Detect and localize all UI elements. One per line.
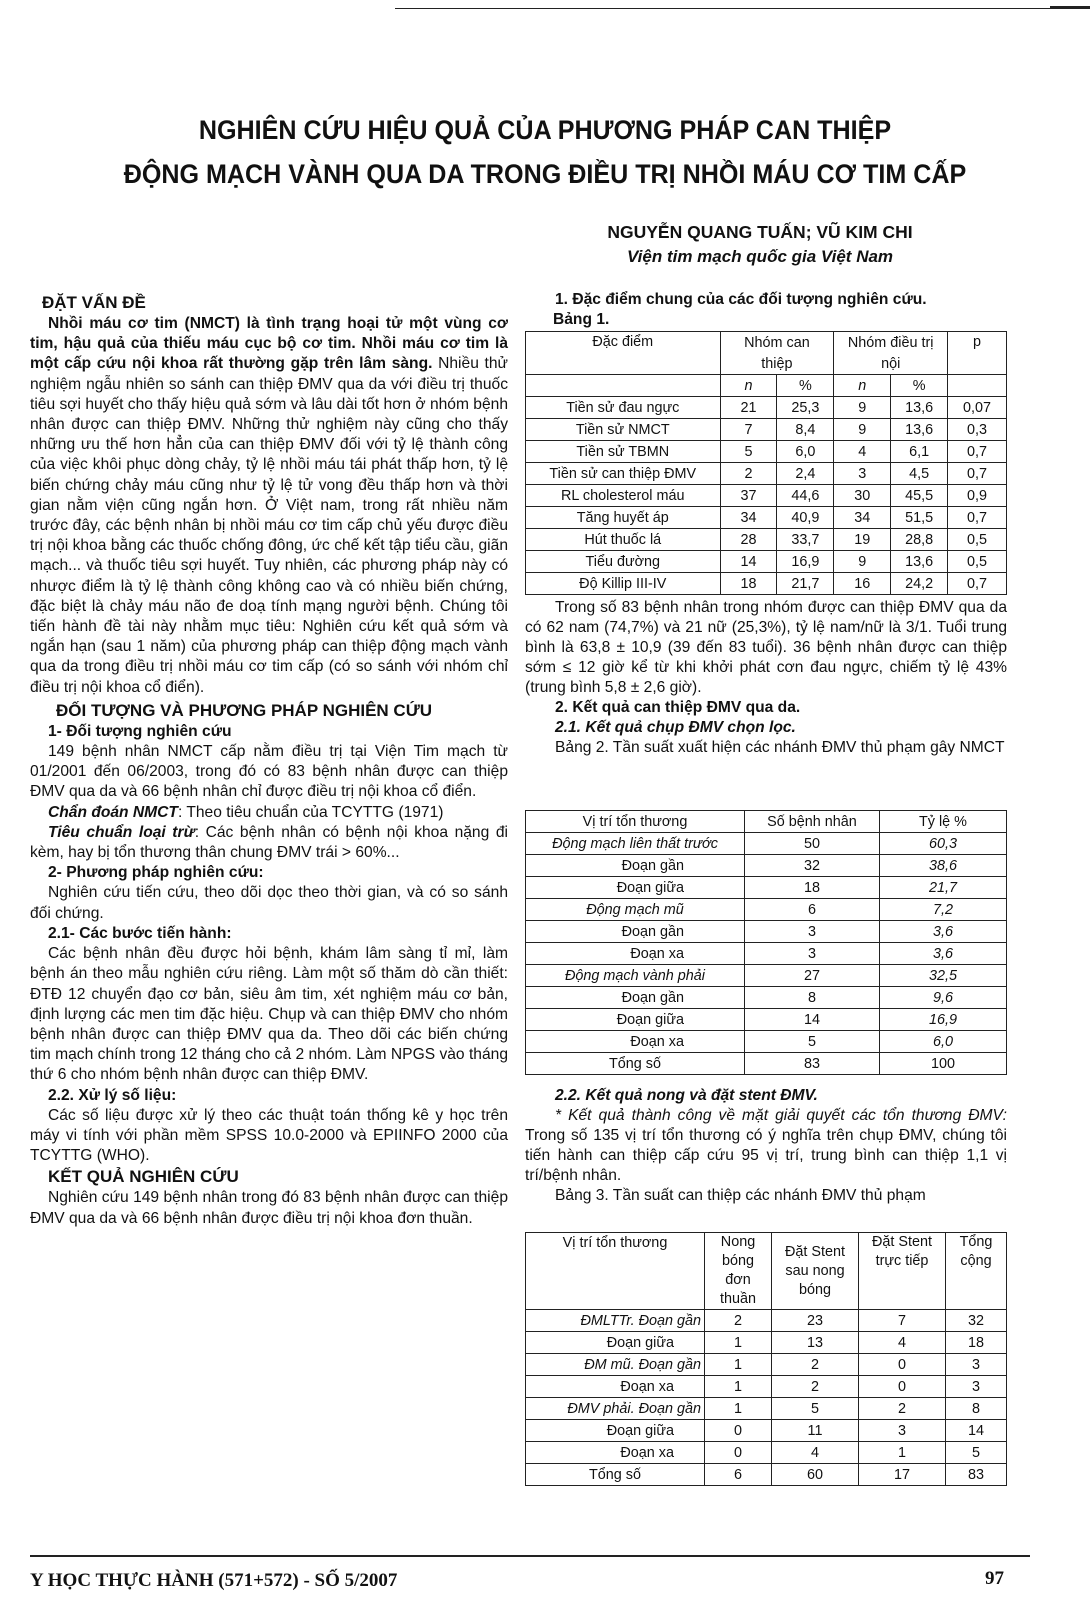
table3-h-tt-1: Đặt Stent [872,1234,932,1250]
table3-row [526,1310,1007,1332]
table1-cell: 24,2 [891,573,948,595]
table3-cell: 1 [705,1332,772,1354]
table3-h-tt [859,1233,946,1310]
table1-row [526,463,1007,485]
heading-nong-stent: 2.2. Kết quả nong và đặt stent ĐMV. [555,1087,818,1104]
table2-cell: Động mạch liên thất trước [526,833,745,855]
table1-h-p: p [948,332,1007,375]
table1-cell: 34 [720,507,777,529]
table1-cell: Tiền sử đau ngực [526,397,721,419]
table1-cell: 34 [834,507,891,529]
table1-cell: 7 [720,419,777,441]
table3-h-tong-2: cộng [960,1253,992,1269]
heading-doi-tuong: ĐỐI TƯỢNG VÀ PHƯƠNG PHÁP NGHIÊN CỨU [56,700,433,720]
table1-h-can2: thiệp [720,353,834,375]
table-1 [525,331,1007,595]
table2-header-row [526,811,1007,833]
table1-cell: Độ Killip III-IV [526,573,721,595]
table1-cell: 3 [834,463,891,485]
table2-row [526,921,1007,943]
table3-cell: ĐMLTTr. Đoạn gần [526,1310,705,1332]
table1-cell: 45,5 [891,485,948,507]
intro-paragraph [30,314,508,698]
table3-cell: 1 [705,1376,772,1398]
table3-cell: 2 [772,1376,859,1398]
table1-cell: 4,5 [891,463,948,485]
table3-h-nong-1: Nong [720,1234,756,1250]
table2-row [526,987,1007,1009]
section-1-heading [555,290,1015,310]
left-column [30,292,508,1229]
footer-rule [30,1555,1030,1557]
table3-cell: 0 [705,1442,772,1464]
table3-cell: 32 [946,1310,1007,1332]
exclusion-text: : Các bệnh nhân có bệnh nội khoa nặng đi kèm, hay bị tổn thương thân chung ĐMV trái > 60%... [30,823,508,862]
table2-row [526,943,1007,965]
table3-h-dat-1: Đặt Stent [785,1243,845,1260]
table2-cell: 9,6 [880,987,1007,1009]
table2-cell: 27 [745,965,880,987]
table3-cell: 14 [946,1420,1007,1442]
heading-xu-ly: 2.2. Xử lý số liệu: [48,1086,177,1104]
table2-cell: 32 [745,855,880,877]
table3-cell: 11 [772,1420,859,1442]
table3-cell: 13 [772,1332,859,1354]
table2-h-so: Số bệnh nhân [745,811,880,833]
table2-cell: 3 [745,943,880,965]
table3-h-dat [772,1233,859,1310]
table1-h-blank-p [948,375,1007,397]
table2-cell: 7,2 [880,899,1007,921]
paragraph-method: Nghiên cứu tiến cứu, theo dõi dọc theo thời gian, và có so sánh đối chứng. [30,884,508,922]
table3-cell: 8 [946,1398,1007,1420]
table1-cell: Tiền sử can thiệp ĐMV [526,463,721,485]
table2-cell: 14 [745,1009,880,1031]
table1-h-dacdiem: Đặc điểm [526,332,721,375]
paragraph-diagnosis [30,803,508,823]
table3-h-tt-2: trực tiếp [875,1253,929,1269]
table2-body [526,833,1007,1075]
table1-header-row-1 [526,332,1007,354]
table2-cell: 21,7 [880,877,1007,899]
table2-row [526,877,1007,899]
table3-cell: ĐMV phải. Đoạn gần [526,1398,705,1420]
table1-cell: 21 [720,397,777,419]
table1-cell: 28 [720,529,777,551]
table3-h-dat-2: sau nong [785,1262,845,1279]
table3-row [526,1332,1007,1354]
table1-cell: 18 [720,573,777,595]
table3-h-nong-3: thuần [719,1291,756,1307]
heading-dac-diem: 1. Đặc điểm chung của các đối tượng nghiên cứu. [555,291,927,308]
table1-h-can1: Nhóm can [720,332,834,354]
table3-h-nong [705,1233,772,1310]
table1-cell: 2,4 [777,463,834,485]
table1-cell: 19 [834,529,891,551]
section-22-text [525,1086,1007,1206]
table1-cell: 33,7 [777,529,834,551]
table3-cell: 60 [772,1464,859,1486]
table2-cell: 6,0 [880,1031,1007,1053]
table3-cell: 6 [705,1464,772,1486]
table1-cell: 0,07 [948,397,1007,419]
table2-row [526,833,1007,855]
table1-h-n2: n [834,375,891,397]
table2-cell: 16,9 [880,1009,1007,1031]
table1-cell: 0,7 [948,507,1007,529]
title-line-2: ĐỘNG MẠCH VÀNH QUA DA TRONG ĐIỀU TRỊ NHỒI MÁU CƠ TIM CẤP [123,159,967,189]
table1-cell: 13,6 [891,397,948,419]
table1-cell: 13,6 [891,551,948,573]
table1-cell: Hút thuốc lá [526,529,721,551]
table1-cell: 40,9 [777,507,834,529]
table2-row [526,1053,1007,1075]
table3-row [526,1442,1007,1464]
table2-cell: 60,3 [880,833,1007,855]
table2-row [526,855,1007,877]
table2-cell: 83 [745,1053,880,1075]
diagnosis-label: Chẩn đoán NMCT [48,803,178,821]
table1-cell: 13,6 [891,419,948,441]
table1-row [526,529,1007,551]
table3-cell: 1 [859,1442,946,1464]
table2-caption: Bảng 2. Tần suất xuất hiện các nhánh ĐMV thủ phạm gây NMCT [555,739,1005,756]
table1-cell: Tiểu đường [526,551,721,573]
table1-row [526,419,1007,441]
table1-cell: 4 [834,441,891,463]
paragraph-subjects: 149 bệnh nhân NMCT cấp nằm điều trị tại Viện Tim mạch từ 01/2001 đến 06/2003, trong đó có 83 bệnh nhân được can thiệp ĐMV qua da và 66 bệnh nhân chỉ được điều trị nội khoa cổ điển. [30,743,508,801]
table2-row [526,1031,1007,1053]
table3-cell: 5 [772,1398,859,1420]
paragraph-success [525,1106,1007,1186]
table3-cell: 1 [705,1398,772,1420]
table2-row [526,1009,1007,1031]
table1-h-pct2: % [891,375,948,397]
success-label: * Kết quả thành công về mặt giải quyết các tổn thương ĐMV: [555,1107,1007,1124]
table1-cell: 37 [720,485,777,507]
table1-cell: 21,7 [777,573,834,595]
table1-cell: 0,9 [948,485,1007,507]
table3-row [526,1376,1007,1398]
heading-dat-van-de: ĐẶT VẤN ĐỀ [42,293,146,312]
affiliation: Viện tim mạch quốc gia Việt Nam [626,247,894,266]
table1-cell: 28,8 [891,529,948,551]
table1-cell: 5 [720,441,777,463]
table3-header-row [526,1233,1007,1310]
table1-row [526,573,1007,595]
table1-h-noi1: Nhóm điều trị [834,332,948,354]
table2-cell: 3 [745,921,880,943]
footer-journal: Y HỌC THỰC HÀNH (571+572) - SỐ 5/2007 [30,1570,398,1591]
table3-cell: 0 [859,1376,946,1398]
table1-cell: 2 [720,463,777,485]
success-text: Trong số 135 vị trí tổn thương có ý nghĩa trên chụp ĐMV, chúng tôi tiến hành can thiệp cấp cứu 95 vị trí, trung bình can thiệp 1,1 vị trí/bệnh nhân. [525,1127,1007,1184]
table2-cell: Đoạn gần [526,921,745,943]
table1-cell: 16 [834,573,891,595]
table1-cell: 51,5 [891,507,948,529]
table1-cell: 25,3 [777,397,834,419]
table2-cell: Động mạch vành phải [526,965,745,987]
section-1-text [525,598,1007,758]
bang1-label: Bảng 1. [553,311,610,328]
table2-cell: 8 [745,987,880,1009]
table3-cell: 23 [772,1310,859,1332]
table1-cell: 0,7 [948,441,1007,463]
table2-cell: 50 [745,833,880,855]
table1-cell: 30 [834,485,891,507]
heading-ket-qua-can-thiep: 2. Kết quả can thiệp ĐMV qua da. [555,699,801,716]
table1-cell: Tiền sử TBMN [526,441,721,463]
table2-cell: Động mạch mũ [526,899,745,921]
table1-row [526,507,1007,529]
table3-h-tong-1: Tổng [959,1234,993,1250]
table3-cell: 5 [946,1442,1007,1464]
table1-cell: 9 [834,397,891,419]
table1-h-n1: n [720,375,777,397]
table1-row [526,551,1007,573]
table1-cell: 0,3 [948,419,1007,441]
table1-h-blank [526,375,721,397]
table2-row [526,965,1007,987]
table1-cell: 9 [834,419,891,441]
table2-cell: 5 [745,1031,880,1053]
table3-cell: Đoạn giữa [526,1420,705,1442]
table3-body [526,1310,1007,1486]
table3-cell: 0 [705,1420,772,1442]
table3-cell: 2 [859,1398,946,1420]
heading-doi-tuong-nghien-cuu: 1- Đối tượng nghiên cứu [48,722,232,740]
table1-cell: 0,7 [948,463,1007,485]
table2-cell: 3,6 [880,921,1007,943]
top-rule [395,8,1090,9]
table2-cell: Đoạn giữa [526,877,745,899]
table1-cell: 8,4 [777,419,834,441]
paragraph-demographics: Trong số 83 bệnh nhân trong nhóm được can thiệp ĐMV qua da có 62 nam (74,7%) và 21 nữ (25,3%), tỷ lệ nam/nữ là 3/1. Tuổi trung bình là 63,8 ± 10,9 (39 đến 83 tuổi). 36 bệnh nhân được can thiệp sớm ≤ 12 giờ kể từ khi khởi phát cơn đau ngực, chiếm tỷ lệ 43% (trung bình 5,8 ± 2,6 giờ). [525,599,1007,696]
table3-cell: 18 [946,1332,1007,1354]
table3-cell: 2 [705,1310,772,1332]
paragraph-steps: Các bệnh nhân đều được hỏi bệnh, khám lâm sàng tỉ mỉ, làm bệnh án theo mẫu nghiên cứu riêng. Làm một số thăm dò cần thiết: ĐTĐ 12 chuyển đạo cơ bản, siêu âm tim, xét nghiệm máu cơ bản, định lượng các men tim đặc hiệu. Chụp và can thiệp ĐMV cho nhóm bệnh nhân được can thiệp ĐMV qua da. Theo dõi các biến chứng tim mạch chính trong 12 tháng cho cả 2 nhóm. Làm NPGS vào tháng thứ 6 cho nhóm bệnh nhân được can thiệp ĐMV. [30,945,508,1084]
table3-h-nong-2: bóng đơn [721,1253,754,1288]
diagnosis-text: : Theo tiêu chuẩn của TCYTTG (1971) [177,803,444,821]
table1-cell: 6,0 [777,441,834,463]
paragraph-exclusion [30,823,508,863]
table3-cell: Tổng số [526,1464,705,1486]
table1-cell: RL cholesterol máu [526,485,721,507]
table2-cell: 32,5 [880,965,1007,987]
table3-cell: Đoạn xa [526,1376,705,1398]
table1-row [526,485,1007,507]
table3-h-vitri: Vị trí tổn thương [526,1233,705,1310]
intro-bold: Nhồi máu cơ tim (NMCT) là tình trạng hoại tử một vùng cơ tim, hậu quả của thiếu máu cục bộ cơ tim. Nhồi máu cơ tim là một cấp cứu nội khoa rất thường gặp trên lâm sàng. [30,315,508,373]
table2-h-vitri: Vị trí tổn thương [526,811,745,833]
table2-cell: Đoạn gần [526,987,745,1009]
table1-cell: 0,5 [948,529,1007,551]
table1-cell: Tiền sử NMCT [526,419,721,441]
table1-cell: 6,1 [891,441,948,463]
heading-ket-qua: KẾT QUẢ NGHIÊN CỨU [48,1167,239,1187]
table1-row [526,441,1007,463]
table2-cell: 18 [745,877,880,899]
table2-h-tyle: Tỷ lệ % [880,811,1007,833]
paragraph-data-processing: Các số liệu được xử lý theo các thuật toán thống kê y học trên máy vi tính với phần mềm SPSS 10.0-2000 và EPIINFO 2000 của TCYTTG (WHO). [30,1106,508,1165]
table1-cell: Tăng huyết áp [526,507,721,529]
table3-cell: 1 [705,1354,772,1376]
table-3 [525,1232,1007,1486]
table3-cell: 4 [772,1442,859,1464]
table2-cell: Đoạn xa [526,1031,745,1053]
table1-body [526,397,1007,595]
table1-h-noi2: nội [834,353,948,375]
table1-header-row-3 [526,375,1007,397]
table2-cell: 3,6 [880,943,1007,965]
page-number: 97 [985,1568,1004,1589]
authors: NGUYỄN QUANG TUẤN; VŨ KIM CHI [607,222,913,242]
table1-cell: 0,7 [948,573,1007,595]
table3-cell: 2 [772,1354,859,1376]
paragraph-results: Nghiên cứu 149 bệnh nhân trong đó 83 bệnh nhân được can thiệp ĐMV qua da và 66 bệnh nhân được điều trị nội khoa đơn thuần. [30,1189,508,1227]
table3-cell: ĐM mũ. Đoạn gần [526,1354,705,1376]
table2-cell: Đoạn gần [526,855,745,877]
table1-cell: 44,6 [777,485,834,507]
title-line-1: NGHIÊN CỨU HIỆU QUẢ CỦA PHƯƠNG PHÁP CAN THIỆP [198,115,892,145]
table3-cell: 0 [859,1354,946,1376]
table3-cell: Đoạn xa [526,1442,705,1464]
table3-cell: 4 [859,1332,946,1354]
table3-cell: 7 [859,1310,946,1332]
table3-h-tong [946,1233,1007,1310]
table2-cell: Tổng số [526,1053,745,1075]
table1-label [553,310,673,330]
table2-cell: 100 [880,1053,1007,1075]
table1-cell: 9 [834,551,891,573]
heading-ket-qua-chup: 2.1. Kết quả chụp ĐMV chọn lọc. [555,719,796,736]
table2-cell: 6 [745,899,880,921]
heading-phuong-phap: 2- Phương pháp nghiên cứu: [48,864,264,882]
table1-row [526,397,1007,419]
table2-cell: Đoạn xa [526,943,745,965]
table-2 [525,810,1007,1075]
table3-row [526,1398,1007,1420]
table3-h-dat-3: bóng [798,1281,831,1298]
table1-cell: 0,5 [948,551,1007,573]
table2-cell: 38,6 [880,855,1007,877]
table2-row [526,899,1007,921]
table3-cell: 83 [946,1464,1007,1486]
table3-cell: 3 [859,1420,946,1442]
table3-cell: 3 [946,1354,1007,1376]
table3-caption: Bảng 3. Tần suất can thiệp các nhánh ĐMV thủ phạm [555,1187,926,1204]
table3-row [526,1464,1007,1486]
table3-cell: 17 [859,1464,946,1486]
table1-cell: 14 [720,551,777,573]
table1-h-pct1: % [777,375,834,397]
table2-cell: Đoạn giữa [526,1009,745,1031]
table1-cell: 16,9 [777,551,834,573]
table3-row [526,1420,1007,1442]
heading-cac-buoc: 2.1- Các bước tiến hành: [48,924,232,942]
table3-row [526,1354,1007,1376]
table3-cell: 3 [946,1376,1007,1398]
table3-cell: Đoạn giữa [526,1332,705,1354]
top-rule-mark [1050,6,1090,9]
exclusion-label: Tiêu chuẩn loại trừ [48,823,195,841]
intro-rest: Nhiều thử nghiệm ngẫu nhiên so sánh can thiệp ĐMV qua da với điều trị thuốc tiêu sợi huyết cho thấy hiệu quả sớm và lâu dài tốt hơn ở nhóm bệnh nhân được can thiệp ĐMV. Những thử nghiệm này cũng cho thấy những ưu thế hơn hẳn của can thiệp ĐMV đối với tỷ lệ thành công của việc khôi phục dòng chảy, tỷ lệ nhồi máu tái phát thấp hơn, tỷ lệ biến chứng chảy máu cũng như tỷ lệ tử vong đều thấp hơn và thời gian nằm viện cũng ngắn hơn. Ở Việt nam, trong rất nhiều năm trước đây, các bệnh nhân bị nhồi máu cơ tim cấp chủ yếu được điều trị nội khoa bằng các thuốc chống đông, ức chế kết tập tiểu cầu, giãn mạch... và thuốc tiêu sợi huyết. Tuy nhiên, các phương pháp này có nhược điểm là tỷ lệ thành công không cao và có nhiều biến chứng, đặc biệt là chảy máu não đe doạ tính mạng người bệnh. Chúng tôi tiến hành đề tài này nhằm mục tiêu: Nghiên cứu kết quả sớm và ngắn hạn (sau 1 năm) của phương pháp can thiệp động mạch vành qua da trong điều trị nhồi máu cơ tim cấp (có so sánh với nhóm chỉ điều trị nội khoa cổ điển). [30,355,508,696]
